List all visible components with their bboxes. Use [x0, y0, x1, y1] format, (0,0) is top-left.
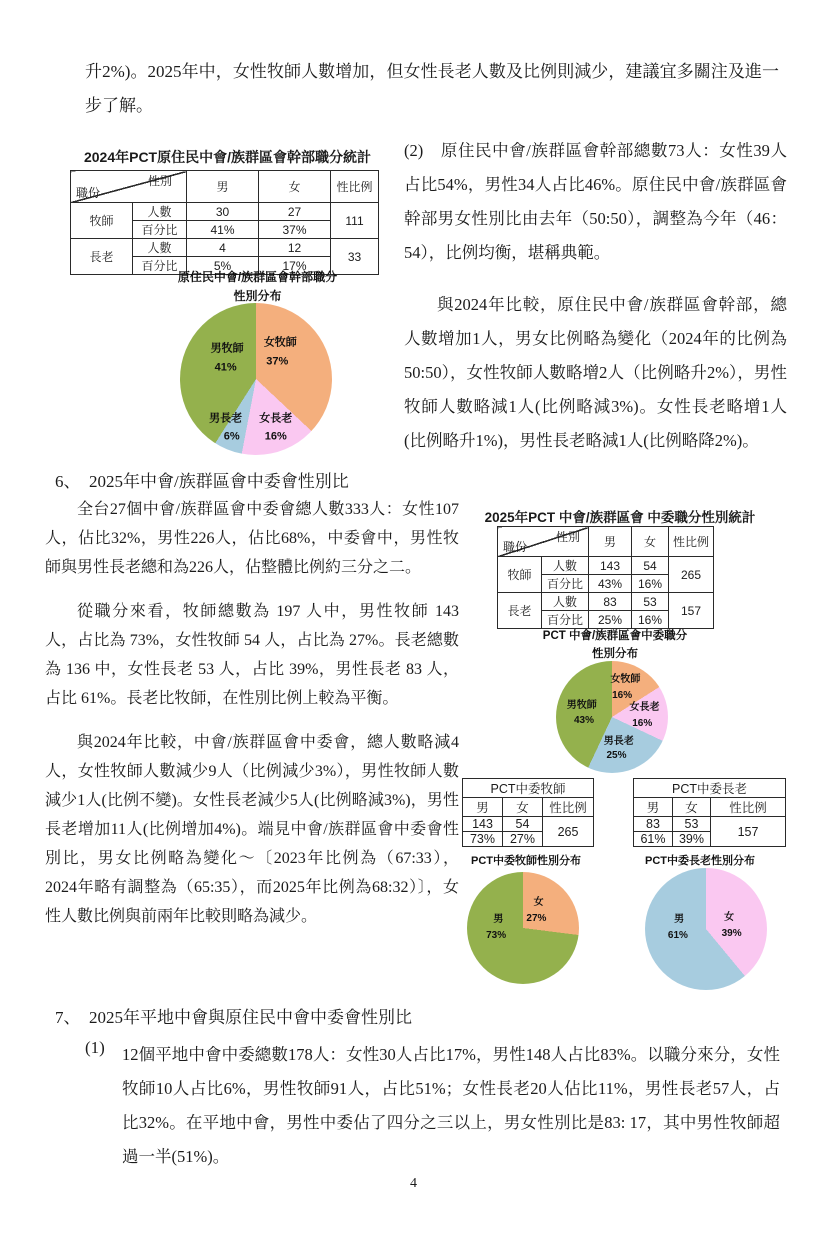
corner-bottom-label: 職份 — [76, 186, 101, 200]
col-header-male: 男 — [187, 171, 259, 203]
pie-slice-label: 男 — [493, 914, 504, 926]
pie-slice-label: 男牧師 — [210, 342, 244, 355]
page-number: 4 — [410, 1176, 417, 1191]
pct-label: 百分比 — [542, 611, 589, 629]
count-label: 人數 — [133, 239, 187, 257]
section-7-heading: 7、 2025年平地中會與原住民中會中委會性別比 — [55, 1008, 412, 1027]
col-header-female: 女 — [259, 171, 331, 203]
pie-slice-value: 61% — [667, 930, 688, 942]
cell-pastor-male-count: 143 — [589, 557, 632, 575]
pie-chart-committee-elder-gender — [645, 868, 767, 990]
cell-pastor-male-count: 30 — [187, 203, 259, 221]
item-2-paragraph-1: (2) 原住民中會/族群區會幹部總數73人：女性39人占比54%，男性34人占比46%。原住民中會/族群區會幹部男女性別比由去年（50:50），調整為今年（46：54），比例均衡，堪稱典範。 — [404, 141, 787, 262]
pie-slice-value: 16% — [264, 430, 287, 443]
stat-table-1-title: 2024年PCT原住民中會/族群區會幹部職分統計 — [83, 149, 372, 165]
section-6-text-column — [45, 495, 459, 931]
pie-slice-value: 73% — [486, 929, 507, 941]
pie-chart-officers-gender — [180, 303, 332, 455]
pie-chart-committee-role-gender — [556, 661, 668, 773]
corner-top-label: 性別 — [555, 530, 580, 544]
intro-paragraph: 升2%)。2025年中，女性牧師人數增加，但女性長老人數及比例則減少，建議宜多關注及進一步了解。 — [85, 62, 779, 115]
row-label-elder: 長老 — [498, 593, 542, 629]
cell-pastor-female-pct: 16% — [632, 575, 669, 593]
cell-elder-female-pct: 16% — [632, 611, 669, 629]
pie-slice-value: 41% — [214, 361, 237, 374]
cell-pastor-ratio: 265 — [669, 557, 714, 593]
cell-female-pct: 27% — [503, 832, 543, 847]
col-header-male: 男 — [589, 527, 632, 557]
pie-chart-committee-pastor-gender — [467, 872, 579, 984]
pie-slice-label: 男長老 — [603, 735, 634, 747]
item-2-block — [404, 134, 787, 458]
pie-slice-value: 16% — [632, 717, 653, 729]
mini-table-elder — [633, 778, 786, 847]
count-label: 人數 — [542, 593, 589, 611]
pie-3-title: PCT中委牧師性別分布 — [471, 855, 581, 867]
cell-elder-ratio: 157 — [669, 593, 714, 629]
cell-female-count: 54 — [503, 817, 543, 832]
pie-slice-label: 女 — [533, 897, 544, 909]
pct-label: 百分比 — [133, 257, 187, 275]
corner-top-label: 性別 — [147, 174, 172, 188]
pct-label: 百分比 — [542, 575, 589, 593]
cell-elder-male-pct: 5% — [187, 257, 259, 275]
mini-table-title: PCT中委長老 — [634, 779, 786, 798]
count-label: 人數 — [542, 557, 589, 575]
pie-slice-value: 39% — [721, 927, 742, 939]
corner-cell — [71, 171, 187, 203]
cell-elder-female-count: 53 — [632, 593, 669, 611]
cell-elder-ratio: 33 — [331, 239, 379, 275]
cell-male-count: 83 — [634, 817, 673, 832]
cell-elder-female-pct: 17% — [259, 257, 331, 275]
section-6-paragraph-2: 從職分來看，牧師總數為 197 人中，男性牧師 143 人，占比為 73%，女性牧師 54 人，占比為 27%。長老總數為 136 中，女性長老 53 人，占比 39%，男性長老 83 人，占比 61%。長老比牧師，在性別比例上較為平衡。 — [45, 603, 459, 707]
cell-pastor-female-count: 54 — [632, 557, 669, 575]
section-6-heading: 6、 2025年中會/族群區會中委會性別比 — [55, 472, 349, 491]
pie-slice-label: 女長老 — [629, 702, 660, 714]
pie-slice-label: 女長老 — [259, 412, 293, 425]
pie-slice-value: 37% — [266, 355, 289, 368]
item-1-paragraph: 12個平地中會中委總數178人：女性30人占比17%，男性148人占比83%。以職分來分，女性牧師10人占比6%，男性牧師91人，占比51%；女性長老20人佔比11%，男性長老57人，占比32%。在平地中會，男性中委佔了四分之三以上，男女性別比是83: 17，其中男性牧師超過一半(51%)。 — [122, 1045, 780, 1166]
pie-slice-label: 女 — [724, 912, 735, 924]
mini-table-title: PCT中委牧師 — [463, 779, 594, 798]
pie-slice-label: 男長老 — [209, 412, 243, 425]
col-header-male: 男 — [463, 798, 503, 817]
pie-slice-value: 6% — [223, 430, 240, 443]
pct-label: 百分比 — [133, 221, 187, 239]
pie-slice-value: 16% — [612, 689, 633, 701]
row-label-pastor: 牧師 — [498, 557, 542, 593]
pie-slice-value: 27% — [526, 913, 547, 925]
cell-ratio: 157 — [711, 817, 786, 847]
cell-male-pct: 61% — [634, 832, 673, 847]
count-label: 人數 — [133, 203, 187, 221]
pie-4-title: PCT中委長老性別分布 — [645, 855, 755, 867]
cell-female-count: 53 — [673, 817, 711, 832]
cell-pastor-female-pct: 37% — [259, 221, 331, 239]
section-6-paragraph-3: 與2024年比較，中會/族群區會中委會，總人數略減4人，女性牧師人數減少9人（比例減少3%），男性牧師人數減少1人(比例不變)。女性長老減少5人(比例略減3%)，男性長老增加11人(比例增加4%)。端見中會/族群區會中委會性別比，男女比例略為變化～〔2023年比例為（67:33）， 2024年略有調整為（65:35），而2025年比例為68:32）〕，女性人數比例與前兩年比較則略為減少。 — [45, 734, 459, 925]
pie-1-title: 原住民中會/族群區會幹部職分 性別分布 — [177, 270, 338, 303]
cell-pastor-female-count: 27 — [259, 203, 331, 221]
stat-table-2-title: 2025年PCT 中會/族群區會 中委職分性別統計 — [484, 510, 756, 525]
pie-slice-value: 43% — [573, 715, 595, 727]
section-6-paragraph-1: 全台27個中會/族群區會中委會總人數333人：女性107人，佔比32%，男性226人，佔比68%，中委會中，男性牧師與男性長老總和為226人，佔整體比例約三分之二。 — [45, 501, 459, 576]
cell-elder-male-count: 83 — [589, 593, 632, 611]
pie-slice-value: 25% — [606, 750, 627, 762]
item-1-marker: (1) — [85, 1038, 105, 1057]
col-header-female: 女 — [632, 527, 669, 557]
pie-slice-label: 女牧師 — [263, 336, 297, 349]
cell-pastor-male-pct: 43% — [589, 575, 632, 593]
cell-elder-male-count: 4 — [187, 239, 259, 257]
col-header-ratio: 性比例 — [331, 171, 379, 203]
stat-table-1 — [70, 170, 379, 275]
cell-ratio: 265 — [543, 817, 594, 847]
col-header-ratio: 性比例 — [711, 798, 786, 817]
cell-female-pct: 39% — [673, 832, 711, 847]
row-label-elder: 長老 — [71, 239, 133, 275]
pie-slice-label: 男牧師 — [566, 699, 597, 711]
cell-male-count: 143 — [463, 817, 503, 832]
cell-elder-female-count: 12 — [259, 239, 331, 257]
cell-male-pct: 73% — [463, 832, 503, 847]
col-header-female: 女 — [503, 798, 543, 817]
col-header-ratio: 性比例 — [543, 798, 594, 817]
cell-elder-male-pct: 25% — [589, 611, 632, 629]
cell-pastor-male-pct: 41% — [187, 221, 259, 239]
col-header-female: 女 — [673, 798, 711, 817]
col-header-male: 男 — [634, 798, 673, 817]
cell-pastor-ratio: 111 — [331, 203, 379, 239]
item-2-paragraph-2: 與2024年比較，原住民中會/族群區會幹部，總人數增加1人，男女比例略為變化（2024年的比例為50:50），女性牧師人數略增2人（比例略升2%），男性牧師人數略減1人(比例略減3%)。女性長老略增1人(比例略升1%)，男性長老略減1人(比例略降2%)。 — [404, 295, 787, 450]
stat-table-2 — [497, 526, 714, 629]
pie-slice-label: 男 — [674, 914, 685, 926]
mini-table-pastor — [462, 778, 594, 847]
col-header-ratio: 性比例 — [669, 527, 714, 557]
pie-2-title: PCT 中會/族群區會中委職分 性別分布 — [542, 630, 688, 660]
row-label-pastor: 牧師 — [71, 203, 133, 239]
pie-slice-label: 女牧師 — [610, 674, 641, 686]
corner-cell — [498, 527, 589, 557]
corner-bottom-label: 職份 — [503, 540, 528, 554]
